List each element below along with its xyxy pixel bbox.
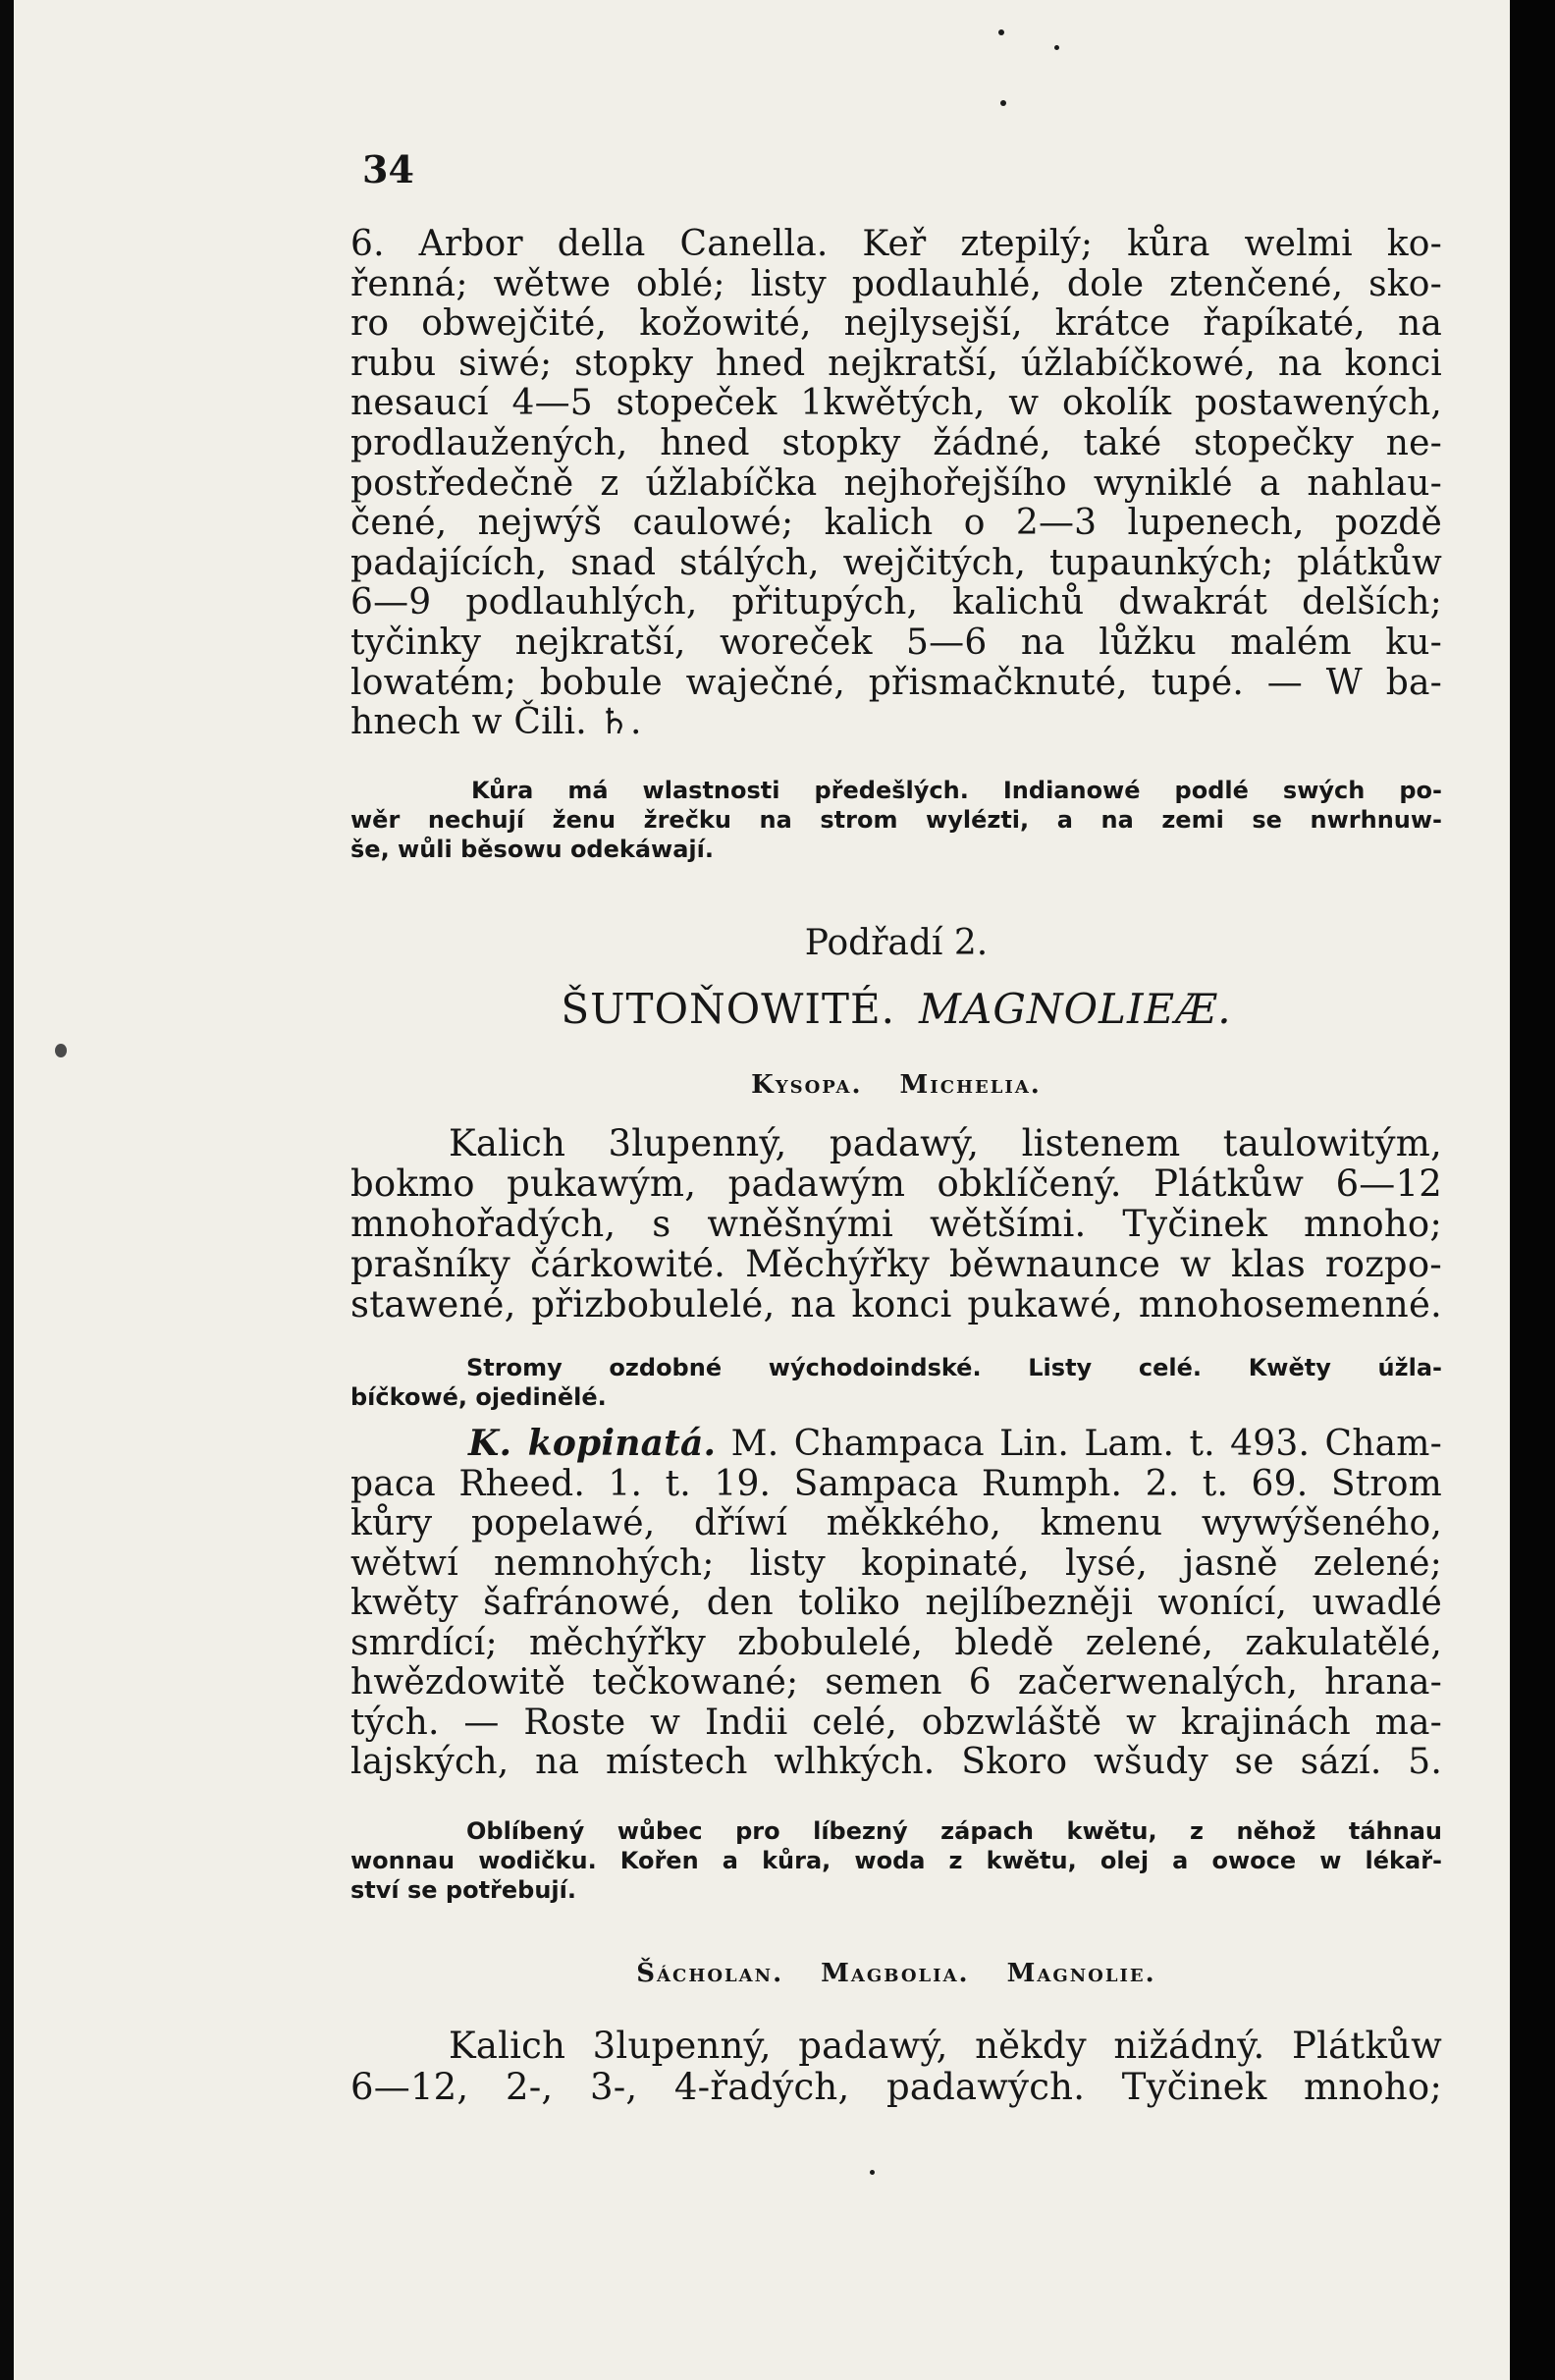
scan-border xyxy=(1510,0,1555,2380)
genus-latin: Michelia. xyxy=(899,1070,1042,1100)
text-line: řenná; wětwe oblé; listy podlauhlé, dole ztenčené, sko- xyxy=(350,263,1442,304)
page-number: 34 xyxy=(362,147,414,191)
text-line: tyčinky nejkratší, woreček 5—6 na lůžku malém ku- xyxy=(350,622,1442,663)
note-line: Oblíbený wůbec pro líbezný zápach kwětu, z něhož táhnau xyxy=(466,1817,1442,1845)
text-line: hwězdowitě tečkowané; semen 6 začerwenalých, hrana- xyxy=(350,1662,1442,1703)
note-paragraph xyxy=(350,1353,1442,1412)
ink-speck xyxy=(1000,100,1006,106)
description-paragraph xyxy=(350,1123,1442,1325)
genus-heading xyxy=(350,1070,1442,1100)
species-description xyxy=(350,1424,1442,1783)
note-2 xyxy=(350,1353,1442,1412)
genus-czech: Kysopa. xyxy=(751,1070,863,1100)
ink-speck xyxy=(998,29,1004,35)
text-line: prašníky čárkowité. Měchýřky běwnaunce w klas rozpo- xyxy=(350,1243,1442,1285)
text-line: tých. — Roste w Indii celé, obzwláště w krajinách ma- xyxy=(350,1702,1442,1743)
description-paragraph xyxy=(350,2026,1442,2108)
text-line: čené, nejwýš caulowé; kalich o 2—3 lupenech, pozdě xyxy=(350,503,1442,544)
note-line: ství se potřebují. xyxy=(350,1876,576,1904)
family-heading xyxy=(350,985,1442,1033)
genus-2-description xyxy=(350,2026,1442,2108)
text-line: padajících, snad stálých, wejčitých, tupaunkých; plátkůw xyxy=(350,542,1442,583)
description-paragraph xyxy=(350,225,1442,743)
text-line: Kalich 3lupenný, padawý, listenem taulowitým, xyxy=(449,1122,1442,1164)
note-paragraph xyxy=(350,776,1442,864)
text-line: postředečně z úžlabíčka nejhořejšího wyniklé a nahlau- xyxy=(350,462,1442,504)
note-line: še, wůli běsowu odekáwají. xyxy=(350,836,714,863)
text-line: kwěty šafránowé, den toliko nejlíbezněji wonící, uwadlé xyxy=(350,1583,1442,1623)
text-line: prodlaužených, hned stopky žádné, také stopečky ne- xyxy=(350,422,1442,463)
text-line: Kalich 3lupenný, padawý, někdy nižádný. Plátkůw xyxy=(449,2025,1442,2067)
description-paragraph xyxy=(350,1424,1442,1783)
family-czech: ŠUTOŇOWITÉ. xyxy=(561,985,895,1033)
text-line: rubu siwé; stopky hned nejkratší, úžlabíčkowé, na konci xyxy=(350,343,1442,384)
text-line: 6—9 podlauhlých, přitupých, kalichů dwakrát delších; xyxy=(350,582,1442,623)
text-line: wětwí nemnohých; listy kopinaté, lysé, jasně zelené; xyxy=(350,1542,1442,1584)
text-line: paca Rheed. 1. t. 19. Sampaca Rumph. 2. t. 69. Strom xyxy=(350,1463,1442,1504)
subdivision-heading: Podřadí 2. xyxy=(804,923,989,963)
genus-description xyxy=(350,1123,1442,1325)
ink-speck xyxy=(870,2170,875,2175)
text-line: ro obwejčité, kožowité, nejlysejší, krátce řapíkaté, na xyxy=(350,303,1442,345)
text-line: 6—12, 2-, 3-, 4-řadých, padawých. Tyčinek mnoho; xyxy=(350,2066,1442,2108)
family-latin: MAGNOLIEÆ. xyxy=(918,985,1232,1033)
book-page xyxy=(14,0,1510,2380)
note-3 xyxy=(350,1816,1442,1905)
note-line: wěr nechují ženu žrečku na strom wylézti, a na zemi se nwrhnuw- xyxy=(350,806,1442,834)
genus-name-3: Magnolie. xyxy=(1006,1959,1156,1988)
text-line: kůry popelawé, dříwí měkkého, kmenu wywýšeného, xyxy=(350,1503,1442,1543)
note-line: Stromy ozdobné wýchodoindské. Listy celé. Kwěty úžla- xyxy=(466,1354,1442,1381)
species-6-description xyxy=(350,225,1442,743)
genus-czech: Šácholan. xyxy=(636,1959,784,1988)
species-synonyms: M. Champaca Lin. Lam. t. 493. Cham- xyxy=(730,1424,1442,1464)
genus-heading xyxy=(350,1959,1442,1988)
note-line: Kůra má wlastnosti předešlých. Indianowé podlé swých po- xyxy=(471,777,1442,804)
ink-speck xyxy=(1054,45,1059,50)
text-line: mnohořadých, s wněšnými wětšími. Tyčinek mnoho; xyxy=(350,1203,1442,1245)
ink-speck xyxy=(55,1044,67,1057)
text-line: bokmo pukawým, padawým obklíčený. Plátkůw 6—12 xyxy=(350,1163,1442,1205)
text-line: nesaucí 4—5 stopeček 1kwětých, w okolík postawených, xyxy=(350,383,1442,424)
note-1 xyxy=(350,776,1442,864)
text-line: stawené, přizbobulelé, na konci pukawé, mnohosemenné. xyxy=(350,1283,1442,1325)
note-line: wonnau wodičku. Kořen a kůra, woda z kwětu, olej a owoce w lékař- xyxy=(350,1847,1442,1874)
text-line xyxy=(350,1424,1442,1465)
text-line: 6. Arbor della Canella. Keř ztepilý; kůra welmi ko- xyxy=(350,224,1442,264)
species-name: K. kopinatá. xyxy=(468,1423,717,1464)
text-line: lowatém; bobule waječné, přismačknuté, tupé. — W ba- xyxy=(350,662,1442,703)
text-line: hnech w Čili. ♄. xyxy=(350,702,642,743)
genus-latin: Magbolia. xyxy=(821,1959,970,1988)
text-line: lajských, na místech wlhkých. Skoro wšudy se sází. 5. xyxy=(350,1742,1442,1782)
text-line: smrdící; měchýřky zbobulelé, bledě zelené, zakulatělé, xyxy=(350,1622,1442,1663)
note-paragraph xyxy=(350,1816,1442,1905)
note-line: bíčkowé, ojedinělé. xyxy=(350,1383,607,1411)
